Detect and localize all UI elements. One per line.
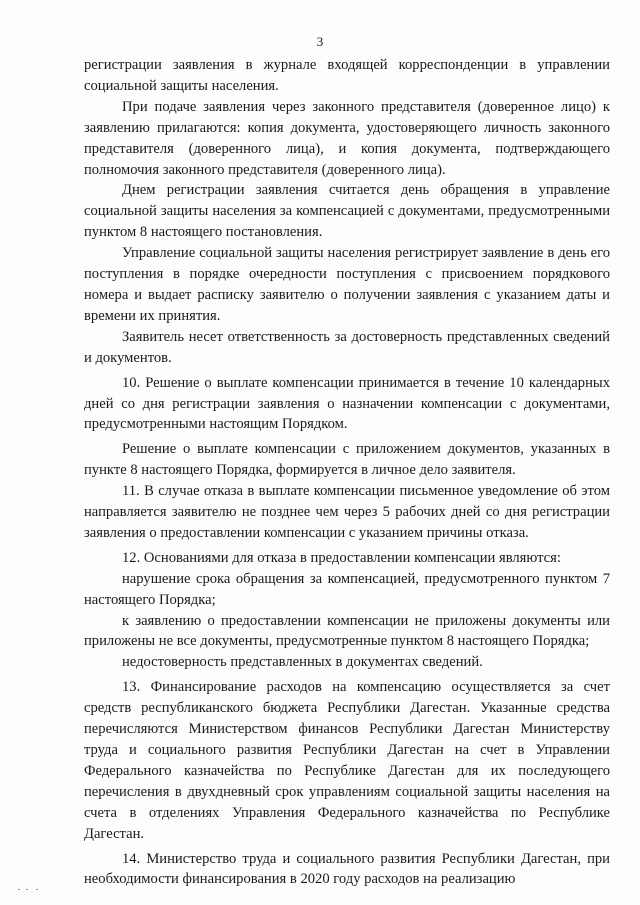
paragraph-item-11: 11. В случае отказа в выплате компенсации письменное уведомление об этом направляется заявителю не позднее чем через 5 рабочих дней со дня регистрации заявления о предоставлении компенсации с указанием причины отказа.	[84, 483, 610, 541]
paragraph-representative: При подаче заявления через законного представителя (доверенное лицо) к заявлению прилагаются: копия документа, удостоверяющего личность законного представителя (доверенного лица), и копия документа, подтверждающего полномочия законного представителя (доверенного лица).	[84, 98, 610, 178]
page-number: 3	[316, 34, 324, 49]
paragraph-registration-day: Днем регистрации заявления считается день обращения в управление социальной защиты населения за компенсацией с документами, предусмотренными пунктом 8 настоящего постановления.	[84, 182, 610, 241]
paragraph-continuation: регистрации заявления в журнале входящей корреспонденции в управлении социальной защиты населения.	[84, 57, 610, 94]
paragraph-refusal-reason-3: недостоверность представленных в документах сведений.	[122, 654, 483, 671]
paragraph-item-10: 10. Решение о выплате компенсации принимается в течение 10 календарных дней со дня регистрации заявления о назначении компенсации с документами, предусмотренными настоящим Порядком.	[84, 374, 610, 433]
document-body	[84, 55, 610, 890]
paragraph-registration-order: Управление социальной защиты населения регистрирует заявление в день его поступления в порядке очередности поступления с присвоением порядкового номера и выдает расписку заявителю о получении заявления с указанием даты и времени их принятия.	[84, 245, 610, 324]
scan-artifact	[18, 889, 20, 890]
paragraph-item-12: 12. Основаниями для отказа в предоставлении компенсации являются:	[122, 549, 561, 566]
paragraph-refusal-reason-1: нарушение срока обращения за компенсацией, предусмотренного пунктом 7 настоящего Порядка;	[84, 570, 610, 608]
paragraph-item-14: 14. Министерство труда и социального развития Республики Дагестан, при необходимости финансирования в 2020 году расходов на реализацию	[84, 850, 610, 888]
paragraph-item-13: 13. Финансирование расходов на компенсацию осуществляется за счет средств республиканского бюджета Республики Дагестан. Указанные средства перечисляются Министерством финансов Республики Дагестан Министерству труда и социального развития Республики Дагестан на счет в Управлении Федерального казначейства по Республике Дагестан для их последующего перечисления в двухдневный срок управлениям социальной защиты населения на счета в отделениях Управления Федерального казначейства по Республике Дагестан.	[84, 679, 610, 842]
scan-artifact	[26, 889, 28, 890]
scan-artifact	[36, 889, 38, 890]
paragraph-personal-file: Решение о выплате компенсации с приложением документов, указанных в пункте 8 настоящего Порядка, формируется в личное дело заявителя.	[84, 441, 610, 479]
paragraph-responsibility: Заявитель несет ответственность за достоверность представленных сведений и документов.	[84, 328, 610, 366]
paragraph-refusal-reason-2: к заявлению о предоставлении компенсации не приложены документы или приложены не все документы, предусмотренные пунктом 8 настоящего Порядка;	[84, 612, 610, 650]
